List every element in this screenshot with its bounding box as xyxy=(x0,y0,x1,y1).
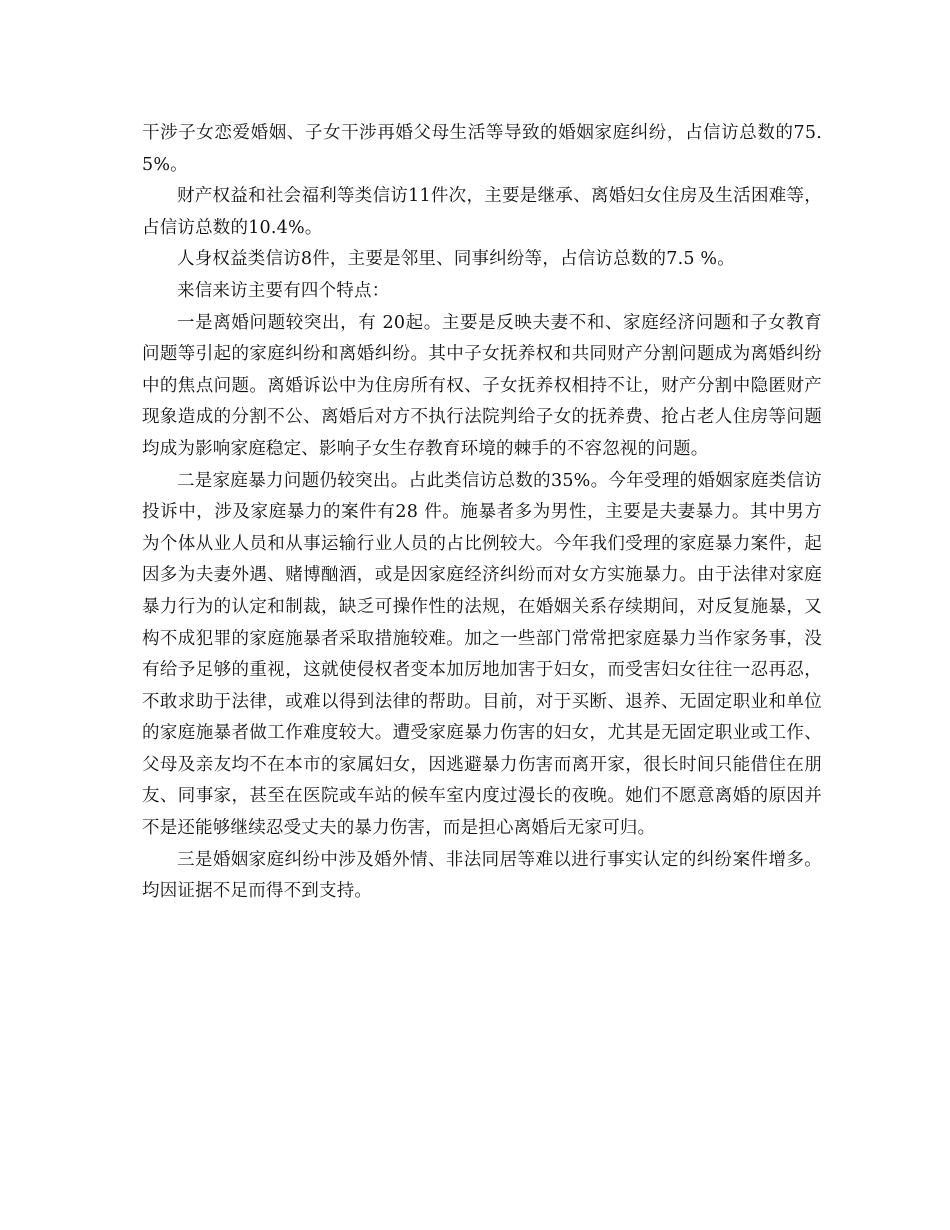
paragraph-four-features-intro: 来信来访主要有四个特点： xyxy=(177,280,390,301)
document-body xyxy=(142,118,822,908)
paragraph-feature-two: 二是家庭暴力问题仍较突出。占此类信访总数的35%。今年受理的婚姻家庭类信访投诉中，涉及家庭暴力的案件有28 件。施暴者多为男性，主要是夫妻暴力。其中男方为个体从业人员和从事运输行业人员的占比例较大。今年我们受理的家庭暴力案件，起因多为夫妻外遇、赌博酗酒，或是因家庭经济纠纷而对女方实施暴力。由于法律对家庭暴力行为的认定和制裁，缺乏可操作性的法规，在婚姻关系存续期间，对反复施暴，又构不成犯罪的家庭施暴者采取措施较难。加之一些部门常常把家庭暴力当作家务事，没有给予足够的重视，这就使侵权者变本加厉地加害于妇女，而受害妇女往往一忍再忍，不敢求助于法律，或难以得到法律的帮助。目前，对于买断、退养、无固定职业和单位的家庭施暴者做工作难度较大。遭受家庭暴力伤害的妇女，尤其是无固定职业或工作、父母及亲友均不在本市的家属妇女，因逃避暴力伤害而离开家，很长时间只能借住在朋友、同事家，甚至在医院或车站的候车室内度过漫长的夜晚。她们不愿意离婚的原因并不是还能够继续忍受丈夫的暴力伤害，而是担心离婚后无家可归。 xyxy=(142,470,822,839)
paragraph-property-rights: 财产权益和社会福利等类信访11件次，主要是继承、离婚妇女住房及生活困难等，占信访总数的10.4%。 xyxy=(142,186,822,238)
paragraph-continued: 干涉子女恋爱婚姻、子女干涉再婚父母生活等导致的婚姻家庭纠纷，占信访总数的75.5%。 xyxy=(142,123,822,175)
paragraph-feature-three: 三是婚姻家庭纠纷中涉及婚外情、非法同居等难以进行事实认定的纠纷案件增多。均因证据不足而得不到支持。 xyxy=(142,849,822,902)
paragraph-personal-rights: 人身权益类信访8件，主要是邻里、同事纠纷等，占信访总数的7.5 %。 xyxy=(177,249,735,270)
paragraph-feature-one: 一是离婚问题较突出，有 20起。主要是反映夫妻不和、家庭经济问题和子女教育问题等引起的家庭纠纷和离婚纠纷。其中子女抚养权和共同财产分割问题成为离婚纠纷中的焦点问题。离婚诉讼中为住房所有权、子女抚养权相持不让，财产分割中隐匿财产现象造成的分割不公、离婚后对方不执行法院判给子女的抚养费、抢占老人住房等问题均成为影响家庭稳定、影响子女生存教育环境的棘手的不容忽视的问题。 xyxy=(142,312,822,459)
